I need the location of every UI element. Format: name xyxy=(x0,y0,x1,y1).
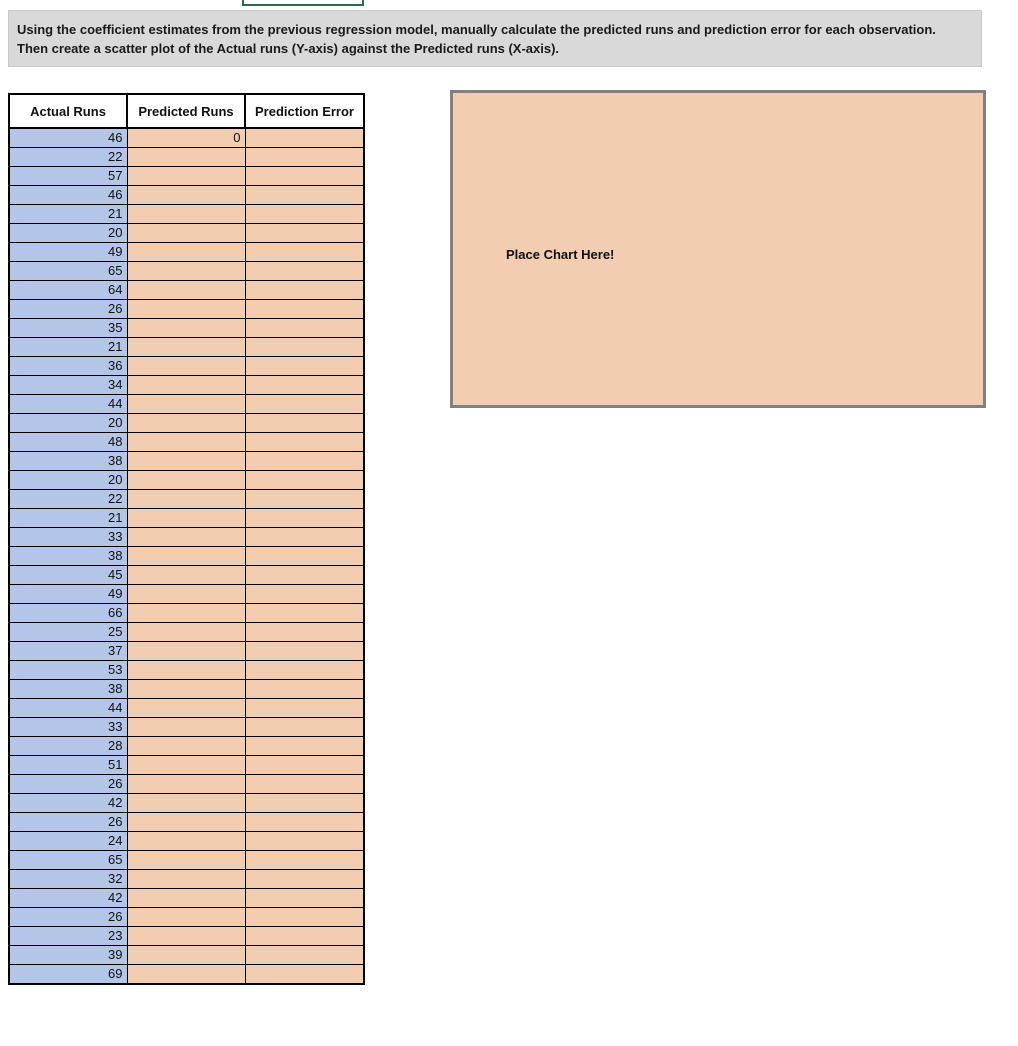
predicted-runs-cell[interactable] xyxy=(127,300,245,319)
predicted-runs-cell[interactable] xyxy=(127,813,245,832)
actual-runs-cell[interactable]: 20 xyxy=(9,471,127,490)
table-row xyxy=(9,148,364,167)
actual-runs-cell[interactable]: 21 xyxy=(9,338,127,357)
prediction-error-cell[interactable] xyxy=(245,756,364,775)
predicted-runs-cell[interactable] xyxy=(127,870,245,889)
table-row xyxy=(9,889,364,908)
actual-runs-cell[interactable]: 33 xyxy=(9,718,127,737)
table-row xyxy=(9,832,364,851)
table-row xyxy=(9,965,364,985)
actual-runs-cell[interactable]: 42 xyxy=(9,889,127,908)
actual-runs-cell[interactable]: 25 xyxy=(9,623,127,642)
predicted-runs-cell[interactable] xyxy=(127,965,245,985)
prediction-error-cell[interactable] xyxy=(245,642,364,661)
actual-runs-cell[interactable]: 46 xyxy=(9,186,127,205)
actual-runs-cell[interactable]: 65 xyxy=(9,851,127,870)
prediction-error-cell[interactable] xyxy=(245,623,364,642)
table-row xyxy=(9,756,364,775)
predicted-runs-cell[interactable] xyxy=(127,737,245,756)
predicted-runs-cell[interactable] xyxy=(127,604,245,623)
prediction-error-cell[interactable] xyxy=(245,395,364,414)
predicted-runs-cell[interactable] xyxy=(127,699,245,718)
predicted-runs-cell[interactable] xyxy=(127,794,245,813)
table-row xyxy=(9,452,364,471)
actual-runs-cell[interactable]: 26 xyxy=(9,300,127,319)
predicted-runs-cell[interactable] xyxy=(127,908,245,927)
actual-runs-cell[interactable]: 36 xyxy=(9,357,127,376)
predicted-runs-cell[interactable] xyxy=(127,148,245,167)
actual-runs-cell[interactable]: 20 xyxy=(9,224,127,243)
actual-runs-cell[interactable]: 26 xyxy=(9,813,127,832)
actual-runs-cell[interactable]: 35 xyxy=(9,319,127,338)
predicted-runs-cell[interactable] xyxy=(127,281,245,300)
table-row xyxy=(9,509,364,528)
predicted-runs-cell[interactable] xyxy=(127,528,245,547)
table-row xyxy=(9,243,364,262)
prediction-error-cell[interactable] xyxy=(245,794,364,813)
prediction-error-cell[interactable] xyxy=(245,661,364,680)
prediction-error-cell[interactable] xyxy=(245,965,364,985)
predicted-runs-cell[interactable] xyxy=(127,338,245,357)
table-row xyxy=(9,128,364,148)
table-row xyxy=(9,167,364,186)
prediction-error-cell[interactable] xyxy=(245,205,364,224)
actual-runs-cell[interactable]: 38 xyxy=(9,452,127,471)
prediction-error-cell[interactable] xyxy=(245,357,364,376)
prediction-error-cell[interactable] xyxy=(245,148,364,167)
table-row xyxy=(9,604,364,623)
actual-runs-cell[interactable]: 66 xyxy=(9,604,127,623)
prediction-error-cell[interactable] xyxy=(245,870,364,889)
predicted-runs-cell[interactable] xyxy=(127,623,245,642)
table-row xyxy=(9,300,364,319)
predicted-runs-cell[interactable] xyxy=(127,186,245,205)
predicted-runs-cell[interactable] xyxy=(127,414,245,433)
prediction-error-cell[interactable] xyxy=(245,680,364,699)
predicted-runs-cell[interactable]: 0 xyxy=(127,128,245,148)
actual-runs-cell[interactable]: 23 xyxy=(9,927,127,946)
table-row xyxy=(9,661,364,680)
actual-runs-cell[interactable]: 26 xyxy=(9,908,127,927)
actual-runs-cell[interactable]: 44 xyxy=(9,699,127,718)
prediction-error-cell[interactable] xyxy=(245,889,364,908)
table-row xyxy=(9,585,364,604)
predicted-runs-cell[interactable] xyxy=(127,490,245,509)
actual-runs-cell[interactable]: 20 xyxy=(9,414,127,433)
header-predicted-runs[interactable]: Predicted Runs xyxy=(127,94,245,128)
table-row xyxy=(9,927,364,946)
predicted-runs-cell[interactable] xyxy=(127,224,245,243)
actual-runs-cell[interactable]: 38 xyxy=(9,680,127,699)
actual-runs-cell[interactable]: 38 xyxy=(9,547,127,566)
table-row xyxy=(9,471,364,490)
prediction-error-cell[interactable] xyxy=(245,832,364,851)
table-row xyxy=(9,851,364,870)
prediction-error-cell[interactable] xyxy=(245,319,364,338)
table-row xyxy=(9,794,364,813)
actual-runs-cell[interactable]: 49 xyxy=(9,243,127,262)
table-row xyxy=(9,490,364,509)
prediction-error-cell[interactable] xyxy=(245,927,364,946)
table-row xyxy=(9,946,364,965)
predicted-runs-cell[interactable] xyxy=(127,376,245,395)
chart-placeholder[interactable] xyxy=(450,90,986,408)
prediction-error-cell[interactable] xyxy=(245,471,364,490)
table-row xyxy=(9,566,364,585)
prediction-error-cell[interactable] xyxy=(245,128,364,148)
table-row xyxy=(9,870,364,889)
table-row xyxy=(9,262,364,281)
actual-runs-cell[interactable]: 48 xyxy=(9,433,127,452)
table-row xyxy=(9,281,364,300)
actual-runs-cell[interactable]: 39 xyxy=(9,946,127,965)
prediction-error-cell[interactable] xyxy=(245,490,364,509)
prediction-error-cell[interactable] xyxy=(245,718,364,737)
prediction-error-cell[interactable] xyxy=(245,851,364,870)
predicted-runs-cell[interactable] xyxy=(127,205,245,224)
table-row xyxy=(9,908,364,927)
table-row xyxy=(9,224,364,243)
prediction-error-cell[interactable] xyxy=(245,547,364,566)
header-prediction-error[interactable]: Prediction Error xyxy=(245,94,364,128)
prediction-error-cell[interactable] xyxy=(245,737,364,756)
predicted-runs-cell[interactable] xyxy=(127,167,245,186)
selected-cell-indicator xyxy=(242,0,364,6)
actual-runs-cell[interactable]: 45 xyxy=(9,566,127,585)
actual-runs-cell[interactable]: 24 xyxy=(9,832,127,851)
table-row xyxy=(9,813,364,832)
actual-runs-cell[interactable]: 65 xyxy=(9,262,127,281)
predicted-runs-cell[interactable] xyxy=(127,661,245,680)
table-row xyxy=(9,547,364,566)
predicted-runs-cell[interactable] xyxy=(127,756,245,775)
predicted-runs-cell[interactable] xyxy=(127,395,245,414)
predicted-runs-cell[interactable] xyxy=(127,927,245,946)
predicted-runs-cell[interactable] xyxy=(127,433,245,452)
predicted-runs-cell[interactable] xyxy=(127,566,245,585)
predicted-runs-cell[interactable] xyxy=(127,585,245,604)
prediction-error-cell[interactable] xyxy=(245,604,364,623)
predicted-runs-cell[interactable] xyxy=(127,832,245,851)
prediction-error-cell[interactable] xyxy=(245,186,364,205)
runs-table xyxy=(8,93,365,985)
predicted-runs-cell[interactable] xyxy=(127,642,245,661)
predicted-runs-cell[interactable] xyxy=(127,243,245,262)
actual-runs-cell[interactable]: 28 xyxy=(9,737,127,756)
prediction-error-cell[interactable] xyxy=(245,300,364,319)
table-row xyxy=(9,433,364,452)
predicted-runs-cell[interactable] xyxy=(127,452,245,471)
predicted-runs-cell[interactable] xyxy=(127,718,245,737)
table-row xyxy=(9,528,364,547)
table-row xyxy=(9,376,364,395)
table-row xyxy=(9,623,364,642)
actual-runs-cell[interactable]: 22 xyxy=(9,148,127,167)
prediction-error-cell[interactable] xyxy=(245,946,364,965)
prediction-error-cell[interactable] xyxy=(245,376,364,395)
actual-runs-cell[interactable]: 26 xyxy=(9,775,127,794)
actual-runs-cell[interactable]: 33 xyxy=(9,528,127,547)
predicted-runs-cell[interactable] xyxy=(127,509,245,528)
table-row xyxy=(9,737,364,756)
actual-runs-cell[interactable]: 69 xyxy=(9,965,127,985)
prediction-error-cell[interactable] xyxy=(245,452,364,471)
chart-placeholder-label: Place Chart Here! xyxy=(506,247,615,262)
actual-runs-cell[interactable]: 51 xyxy=(9,756,127,775)
instructions-box xyxy=(8,10,982,67)
header-actual-runs[interactable]: Actual Runs xyxy=(9,94,127,128)
actual-runs-cell[interactable]: 53 xyxy=(9,661,127,680)
actual-runs-cell[interactable]: 42 xyxy=(9,794,127,813)
prediction-error-cell[interactable] xyxy=(245,243,364,262)
actual-runs-cell[interactable]: 64 xyxy=(9,281,127,300)
prediction-error-cell[interactable] xyxy=(245,262,364,281)
runs-table-body xyxy=(9,128,364,984)
table-row xyxy=(9,642,364,661)
prediction-error-cell[interactable] xyxy=(245,338,364,357)
table-row xyxy=(9,699,364,718)
predicted-runs-cell[interactable] xyxy=(127,680,245,699)
table-row xyxy=(9,775,364,794)
predicted-runs-cell[interactable] xyxy=(127,357,245,376)
instructions-line-1: Using the coefficient estimates from the previous regression model, manually calculate the predicted runs and prediction error for each observation. xyxy=(17,22,936,37)
predicted-runs-cell[interactable] xyxy=(127,547,245,566)
prediction-error-cell[interactable] xyxy=(245,585,364,604)
table-row xyxy=(9,186,364,205)
table-row xyxy=(9,357,364,376)
predicted-runs-cell[interactable] xyxy=(127,319,245,338)
actual-runs-cell[interactable]: 44 xyxy=(9,395,127,414)
prediction-error-cell[interactable] xyxy=(245,813,364,832)
instructions-line-2: Then create a scatter plot of the Actual runs (Y-axis) against the Predicted runs (X-axis). xyxy=(17,41,560,56)
prediction-error-cell[interactable] xyxy=(245,281,364,300)
table-row xyxy=(9,319,364,338)
table-row xyxy=(9,680,364,699)
predicted-runs-cell[interactable] xyxy=(127,262,245,281)
prediction-error-cell[interactable] xyxy=(245,699,364,718)
actual-runs-cell[interactable]: 49 xyxy=(9,585,127,604)
prediction-error-cell[interactable] xyxy=(245,775,364,794)
prediction-error-cell[interactable] xyxy=(245,908,364,927)
actual-runs-cell[interactable]: 21 xyxy=(9,205,127,224)
prediction-error-cell[interactable] xyxy=(245,414,364,433)
actual-runs-cell[interactable]: 32 xyxy=(9,870,127,889)
actual-runs-cell[interactable]: 57 xyxy=(9,167,127,186)
table-row xyxy=(9,414,364,433)
prediction-error-cell[interactable] xyxy=(245,528,364,547)
actual-runs-cell[interactable]: 22 xyxy=(9,490,127,509)
table-row xyxy=(9,338,364,357)
predicted-runs-cell[interactable] xyxy=(127,946,245,965)
prediction-error-cell[interactable] xyxy=(245,509,364,528)
predicted-runs-cell[interactable] xyxy=(127,851,245,870)
actual-runs-cell[interactable]: 34 xyxy=(9,376,127,395)
prediction-error-cell[interactable] xyxy=(245,167,364,186)
table-row xyxy=(9,395,364,414)
predicted-runs-cell[interactable] xyxy=(127,889,245,908)
table-row xyxy=(9,205,364,224)
table-row xyxy=(9,718,364,737)
prediction-error-cell[interactable] xyxy=(245,566,364,585)
predicted-runs-cell[interactable] xyxy=(127,775,245,794)
prediction-error-cell[interactable] xyxy=(245,433,364,452)
predicted-runs-cell[interactable] xyxy=(127,471,245,490)
table-header-row xyxy=(9,94,364,128)
actual-runs-cell[interactable]: 46 xyxy=(9,128,127,148)
prediction-error-cell[interactable] xyxy=(245,224,364,243)
actual-runs-cell[interactable]: 21 xyxy=(9,509,127,528)
actual-runs-cell[interactable]: 37 xyxy=(9,642,127,661)
